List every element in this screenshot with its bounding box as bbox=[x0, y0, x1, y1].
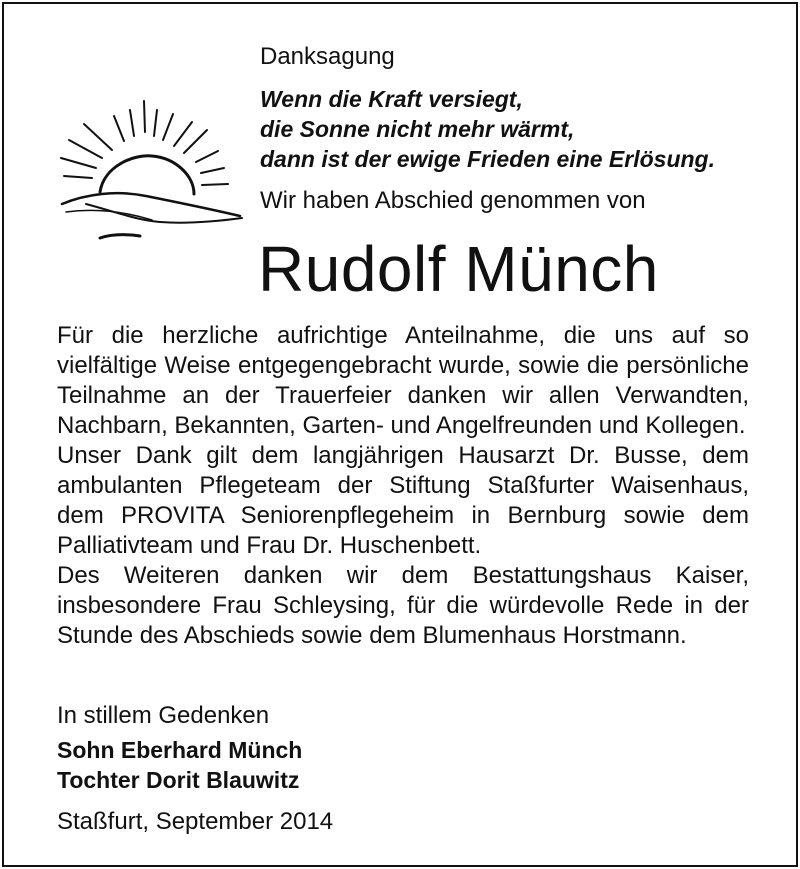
verse-line: dann ist der ewige Frieden eine Erlösung. bbox=[260, 146, 715, 172]
closing-line: In stillem Gedenken bbox=[57, 702, 270, 729]
verse-line: Wenn die Kraft versiegt, bbox=[260, 86, 523, 112]
paragraph: Unser Dank gilt dem langjährigen Hausarzt Dr. Busse, dem ambulanten Pflegeteam der Stiftung Staßfurter Waisenhaus, dem PROVITA Seniorenpflegeheim in Bernburg sowie dem Palliativteam und Frau Dr. Huschenbett. bbox=[57, 442, 749, 559]
paragraph: Des Weiteren danken wir dem Bestattungshaus Kaiser, insbesondere Frau Schleysing, für die würdevolle Rede in der Stunde des Abschieds sowie dem Blumenhaus Horstmann. bbox=[57, 562, 749, 649]
verse-line: die Sonne nicht mehr wärmt, bbox=[260, 116, 575, 142]
signer-name: Tochter Dorit Blauwitz bbox=[57, 767, 300, 793]
signer-name: Sohn Eberhard Münch bbox=[57, 737, 303, 763]
setting-sun-icon bbox=[56, 96, 246, 246]
place-date: Staßfurt, September 2014 bbox=[57, 808, 334, 835]
obituary-notice bbox=[2, 2, 798, 867]
signers bbox=[57, 735, 302, 795]
heading: Danksagung bbox=[260, 43, 395, 70]
deceased-name: Rudolf Münch bbox=[258, 233, 659, 305]
paragraph: Für die herzliche aufrichtige Anteilnahme, die uns auf so vielfältige Weise entgegengebracht wurde, sowie die persönliche Teilnahme an der Trauerfeier danken wir allen Verwandten, Nachbarn, Bekannten, Garten- und Angelfreunden und Kollegen. bbox=[57, 322, 749, 439]
intro-line: Wir haben Abschied genommen von bbox=[260, 187, 646, 214]
body-text bbox=[57, 321, 749, 651]
verse bbox=[260, 84, 715, 174]
